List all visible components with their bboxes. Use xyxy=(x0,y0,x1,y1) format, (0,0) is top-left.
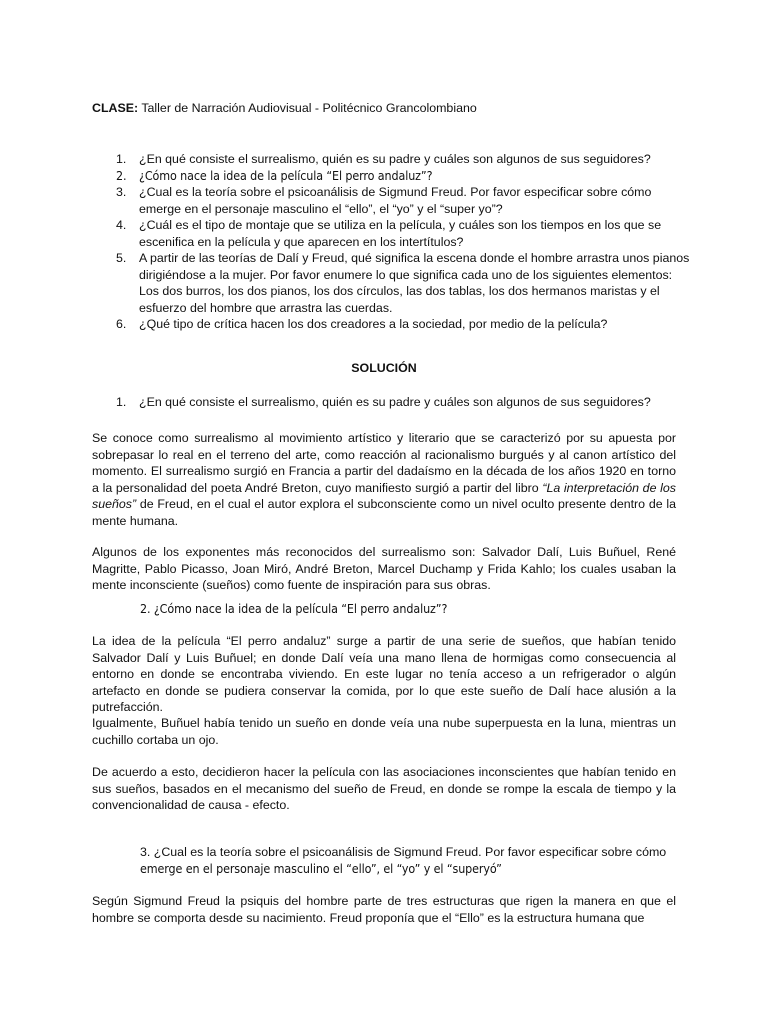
solution-title: SOLUCIÓN xyxy=(351,361,417,375)
class-header xyxy=(92,100,477,117)
paragraph-surrealism-exponents: Algunos de los exponentes más reconocidos del surrealismo son: Salvador Dalí, Luis Buñuel, René Magritte, Pablo Picasso, Joan Miró, André Breton, Marcel Duchamp y Frida Kahlo; los cuales usaban la mente inconsciente (sueños) como fuente de inspiración para sus obras. xyxy=(92,545,676,592)
question-item xyxy=(92,184,692,217)
question-text: ¿Cual es la teoría sobre el psicoanálisis de Sigmund Freud. Por favor especificar sobre cómo emerge en el personaje masculino el “ello”, el “yo” y el “super yo”? xyxy=(139,185,652,216)
question-item xyxy=(92,316,692,333)
question-number: 1. xyxy=(116,395,127,409)
class-label: CLASE: xyxy=(92,101,139,115)
question-item xyxy=(92,151,692,168)
solution-question-2: 2. ¿Cómo nace la idea de la película “El perro andaluz”? xyxy=(140,601,448,616)
question-text: ¿Qué tipo de crítica hacen los dos creadores a la sociedad, por medio de la película? xyxy=(139,317,608,331)
question-list xyxy=(92,151,692,333)
solution-question-3 xyxy=(140,844,680,877)
question-number: 3. xyxy=(116,185,127,199)
question-number: 4. xyxy=(116,218,127,232)
paragraph-freud-psyche: Según Sigmund Freud la psiquis del hombre parte de tres estructuras que rigen la manera en que el hombre se comporta desde su nacimiento. Freud proponía que el “Ello” es la estructura humana que xyxy=(92,894,676,925)
paragraph-bunuel-dream: Igualmente, Buñuel había tenido un sueño en donde veía una nube superpuesta en la luna, mientras un cuchillo cortaba un ojo. xyxy=(92,716,676,747)
question-text: 3. ¿Cual es la teoría sobre el psicoanálisis de Sigmund Freud. Por favor especificar sobre cómo xyxy=(140,845,667,859)
question-item xyxy=(92,168,692,185)
question-text: ¿En qué consiste el surrealismo, quién es su padre y cuáles son algunos de sus seguidores? xyxy=(139,152,651,166)
question-text: ¿En qué consiste el surrealismo, quién es su padre y cuáles son algunos de sus seguidores? xyxy=(139,395,651,409)
paragraph-film-origin: La idea de la película “El perro andaluz” surge a partir de una serie de sueños, que habían tenido Salvador Dalí y Luis Buñuel; en donde Dalí veía una mano llena de hormigas como consecuencia al entorno en donde se encontraba viviendo. En este lugar no tenía acceso a un refrigerador o algún artefacto en donde se pudiera conservar la comida, por lo que este sueño de Dalí hace alusión a la putrefacción. xyxy=(92,634,676,714)
book-title: “La interpretación de los sueños” xyxy=(92,480,676,511)
question-text: A partir de las teorías de Dalí y Freud, qué significa la escena donde el hombre arrastra unos pianos dirigiéndose a la mujer. Por favor enumere lo que significa cada uno de los siguientes elementos: Los dos burros, los dos pianos, los dos círculos, las dos tablas, los dos hermanos maristas y el esfuerzo del hombre que arrastra las cuerdas. xyxy=(139,251,690,315)
question-text: ¿Cómo nace la idea de la película “El perro andaluz”? xyxy=(139,167,433,183)
question-number: 2. xyxy=(116,167,127,183)
question-item xyxy=(92,250,692,316)
paragraph-text: Se conoce como surrealismo al movimiento artístico y literario que se caracterizó por su apuesta por sobrepasar lo real en el terreno del arte, como reacción al racionalismo burgués y al canon artístico del momento. El surrealismo surgió en Francia a partir del dadaísmo en la década de los años 1920 en torno a la personalidad del poeta André Breton, cuyo manifiesto surgió a partir del libro xyxy=(92,431,676,495)
question-number: 6. xyxy=(116,317,127,331)
question-number: 1. xyxy=(116,152,127,166)
question-item xyxy=(92,217,692,250)
question-number: 5. xyxy=(116,251,127,265)
question-text: ¿Cuál es el tipo de montaje que se utiliza en la película, y cuáles son los tiempos en los que se escenifica en la película y que aparecen en los intertítulos? xyxy=(139,218,662,249)
class-title: Taller de Narración Audiovisual - Politécnico Grancolombiano xyxy=(138,101,477,115)
paragraph-unconscious-associations: De acuerdo a esto, decidieron hacer la película con las asociaciones inconscientes que habían tenido en sus sueños, basados en el mecanismo del sueño de Freud, en donde se rompe la escala de tiempo y la convencionalidad de causa - efecto. xyxy=(92,765,676,812)
paragraph-text: de Freud, en el cual el autor explora el subconsciente como un nivel oculto presente dentro de la mente humana. xyxy=(92,497,676,528)
paragraph-surrealism-definition xyxy=(92,430,676,529)
question-text: emerge en el personaje masculino el “ello”, el “yo” y el “superyó” xyxy=(140,860,502,876)
